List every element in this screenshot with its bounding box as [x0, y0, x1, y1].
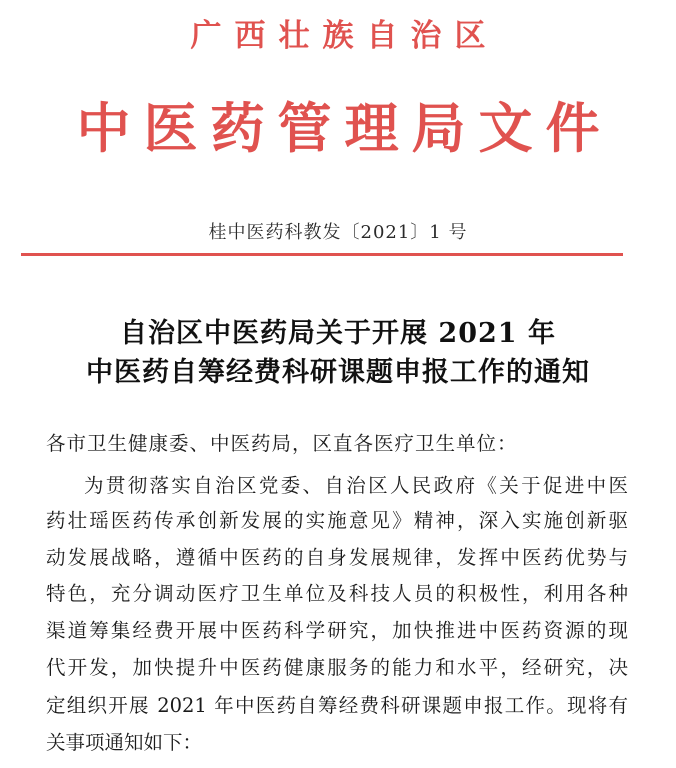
notice-title-line-1: 自治区中医药局关于开展 2021 年: [120, 318, 556, 349]
body-line: 渠道筹集经费开展中医药科学研究，加快推进中医药资源的现: [46, 619, 628, 642]
body-line: 药壮瑶医药传承创新发展的实施意见》精神，深入实施创新驱: [46, 509, 628, 532]
document-masthead: 中医药管理局文件: [76, 96, 613, 160]
body-line: 定组织开展 2021 年中医药自筹经费科研课题申报工作。现将有: [46, 694, 628, 717]
body-line: 动发展战略，遵循中医药的自身发展规律，发挥中医药优势与: [46, 546, 628, 569]
document-number: 桂中医药科教发〔2021〕1 号: [208, 222, 468, 243]
body-line: 特色，充分调动医疗卫生单位及科技人员的积极性，利用各种: [46, 582, 628, 605]
red-divider-line: [21, 253, 623, 256]
salutation: 各市卫生健康委、中医药局，区直各医疗卫生单位：: [46, 432, 518, 455]
body-line: 代开发，加快提升中医药健康服务的能力和水平，经研究，决: [46, 656, 628, 679]
body-line: 为贯彻落实自治区党委、自治区人民政府《关于促进中医: [84, 474, 628, 497]
notice-title-line-2: 中医药自筹经费科研课题申报工作的通知: [86, 357, 590, 388]
body-line: 关事项通知如下：: [46, 731, 203, 754]
issuing-org-name: 广西壮族自治区: [190, 18, 499, 54]
